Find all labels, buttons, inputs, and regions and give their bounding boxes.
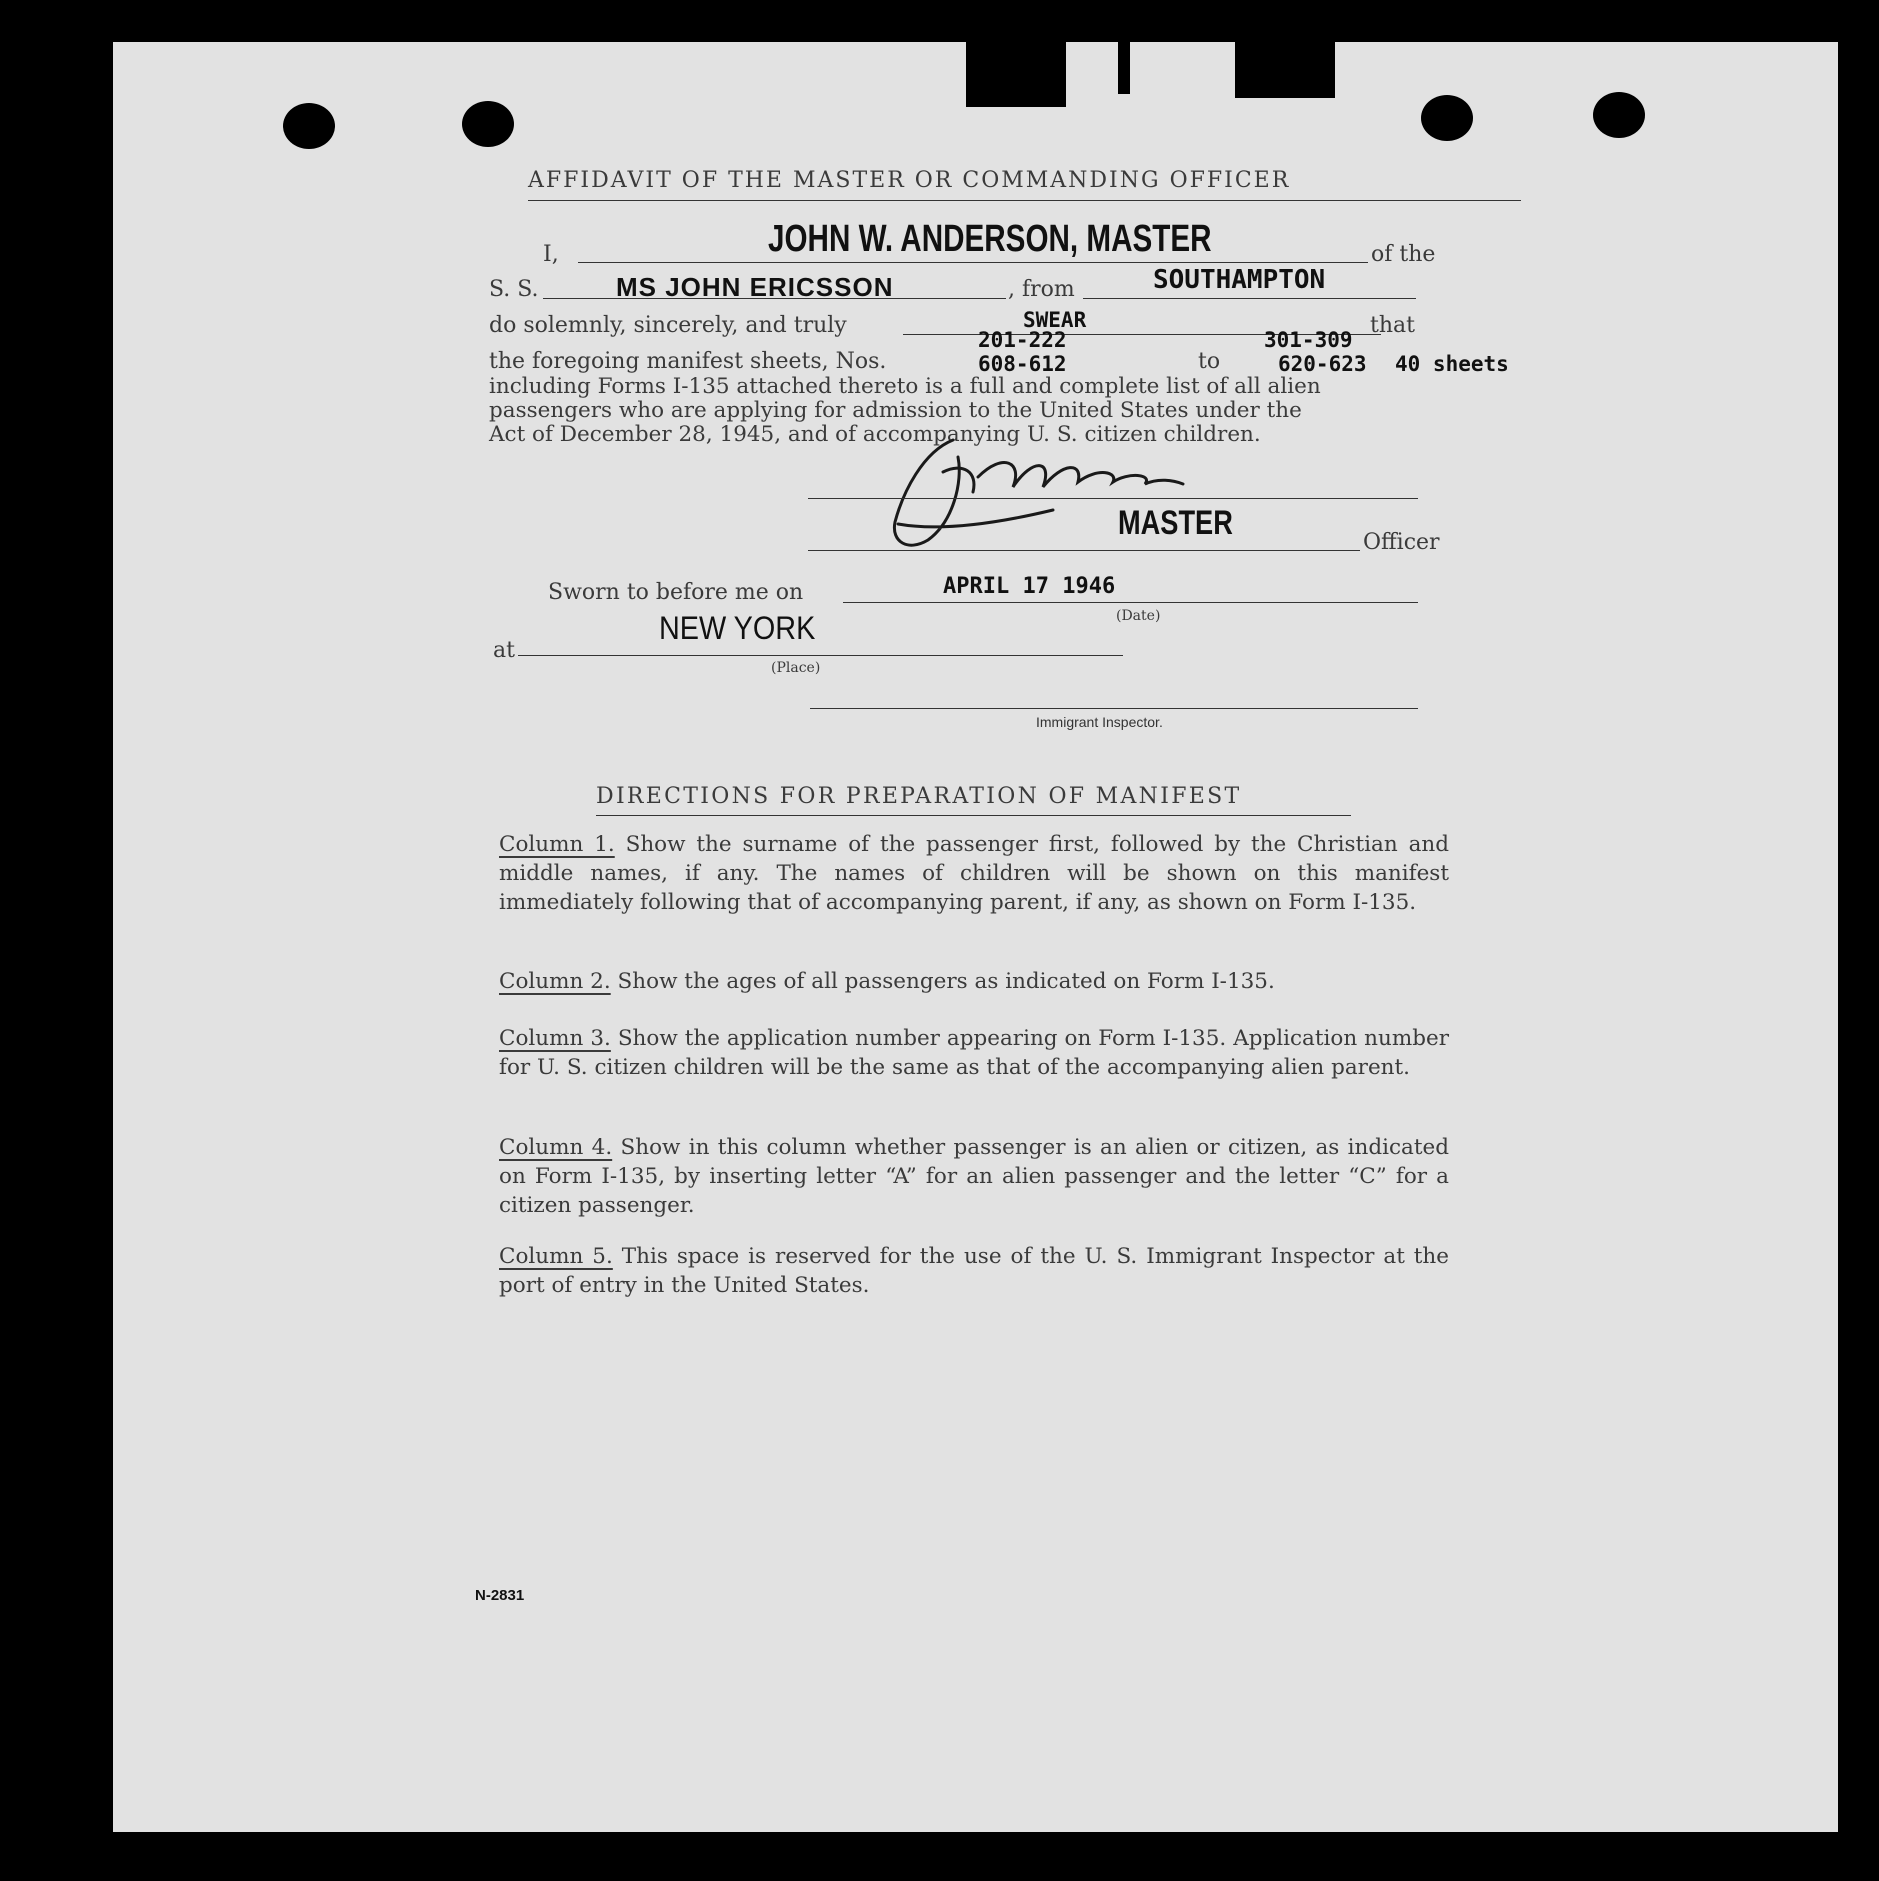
punch-hole [462,101,514,147]
swear-prefix: do solemnly, sincerely, and truly [489,313,847,338]
sheet-to-2: 620-623 [1278,352,1367,376]
sheet-from-2: 608-612 [978,352,1067,376]
binding-notch [1118,42,1130,94]
punch-hole [1593,92,1645,138]
sheet-count: 40 sheets [1395,352,1509,376]
punch-hole [283,103,335,149]
inspector-caption: Immigrant Inspector. [1036,714,1163,730]
to-label: to [1198,349,1221,374]
affidavit-body-line: passengers who are applying for admission to the United States under the [489,398,1302,423]
sheet-to-1: 301-309 [1264,328,1353,352]
direction-column-3 [499,1024,1449,1082]
direction-label: Column 3. [499,1026,611,1051]
place: NEW YORK [659,610,816,646]
affidavit-heading: AFFIDAVIT OF THE MASTER OR COMMANDING OFFICER [528,168,1291,193]
sworn-date: APRIL 17 1946 [943,574,1116,599]
swear-word: SWEAR [1023,308,1087,332]
direction-label: Column 5. [499,1244,613,1269]
line1-suffix: of the [1371,242,1436,267]
affidavit-body-line: Act of December 28, 1945, and of accompanying U. S. citizen children. [489,422,1261,447]
direction-column-2 [499,967,1449,996]
direction-text: Show the ages of all passengers as indicated on Form I-135. [617,969,1275,994]
signature-line [808,498,1418,499]
line1-prefix: I, [543,242,559,267]
place-caption: (Place) [771,660,821,676]
directions-underline [596,815,1351,816]
direction-label: Column 4. [499,1135,613,1160]
document-page [113,42,1838,1832]
port-line [1083,298,1416,299]
form-number: N-2831 [475,1587,525,1604]
inspector-line [810,708,1418,709]
officer-line [808,550,1360,551]
direction-column-5 [499,1242,1449,1300]
master-name-line [578,262,1368,263]
date-caption: (Date) [1116,608,1161,624]
direction-text: Show in this column whether passenger is an alien or citizen, as indicated on Form I-135, by inserting letter “A” for an alien passenger and the letter “C” for a citizen passenger. [499,1135,1450,1218]
punch-hole [1421,95,1473,141]
sheets-prefix: the foregoing manifest sheets, Nos. [489,349,887,374]
sheet-from-1: 201-222 [978,328,1067,352]
binding-notch [966,42,1066,107]
direction-text: Show the application number appearing on Form I-135. Application number for U. S. citizen children will be the same as that of the accompanying alien parent. [499,1026,1449,1080]
ship-name: MS JOHN ERICSSON [616,272,894,302]
officer-title: MASTER [1118,504,1233,542]
master-name: JOHN W. ANDERSON, MASTER [768,218,1212,260]
date-line [843,602,1418,603]
direction-label: Column 1. [499,832,615,857]
heading-underline [528,200,1521,201]
ss-prefix: S. S. [489,277,539,302]
that-label: that [1370,313,1415,338]
binding-notch [1235,42,1335,98]
sworn-label: Sworn to before me on [548,580,804,605]
from-port: SOUTHAMPTON [1153,265,1326,295]
from-label: , from [1008,277,1075,302]
at-label: at [493,638,515,663]
directions-heading: DIRECTIONS FOR PREPARATION OF MANIFEST [596,784,1242,809]
direction-text: Show the surname of the passenger first, followed by the Christian and middle names, if any. The names of children will be shown on this manifest immediately following that of accompanying parent, if any, as shown on Form I-135. [499,832,1449,915]
place-line [518,655,1123,656]
direction-label: Column 2. [499,969,611,994]
direction-text: This space is reserved for the use of the U. S. Immigrant Inspector at the port of entry in the United States. [499,1244,1450,1298]
affidavit-body-line: including Forms I-135 attached thereto is a full and complete list of all alien [489,374,1321,399]
direction-column-4 [499,1133,1449,1220]
officer-label: Officer [1363,530,1440,555]
direction-column-1 [499,830,1449,917]
